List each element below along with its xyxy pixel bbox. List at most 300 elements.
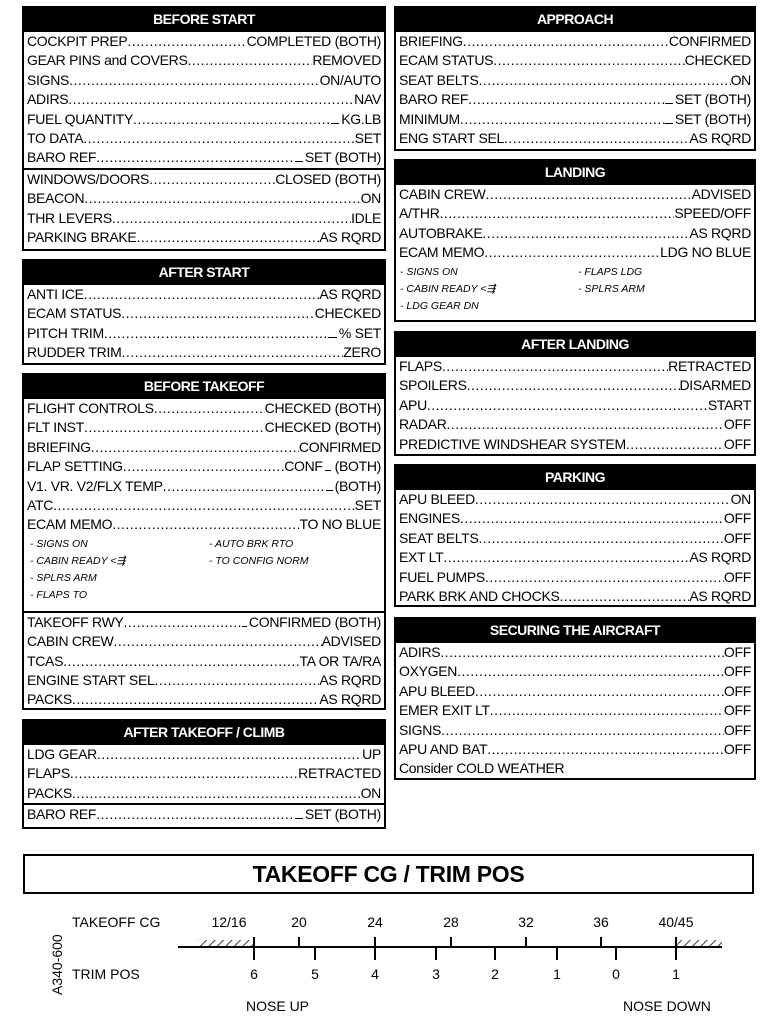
checklist-value: DISARMED (679, 377, 751, 394)
dot-leader (154, 399, 265, 418)
memo-item: - LDG GEAR DN (400, 299, 479, 312)
checklist-row (24, 805, 384, 824)
checklist-value: SET (BOTH) (304, 806, 381, 823)
checklist-row (396, 71, 754, 90)
section-title: AFTER LANDING (396, 333, 754, 355)
dot-leader (121, 304, 314, 323)
checklist-row (396, 548, 754, 567)
checklist-value: OFF (723, 416, 751, 433)
before-start-group-2 (24, 168, 384, 248)
nose-up-label: NOSE UP (246, 998, 310, 1014)
checklist-item: CABIN CREW (27, 633, 114, 650)
checklist-item: SIGNS (27, 71, 70, 88)
memo-item: - TO CONFIG NORM (209, 554, 309, 567)
memo-item: - FLAPS TO (30, 588, 87, 601)
trim-tick-label: 5 (311, 966, 319, 982)
cg-tick-label: 40/45 (658, 914, 694, 930)
trim-tick-label: 2 (491, 966, 499, 982)
dot-leader (478, 71, 730, 90)
checklist-row (396, 740, 754, 759)
checklist-item: V1. VR. V2/FLX TEMP (27, 477, 163, 494)
checklist-item: BARO REF (27, 149, 97, 166)
cg-tick-label: 12/16 (211, 914, 247, 930)
fill-in-blank (331, 113, 339, 124)
checklist-value: IDLE (351, 209, 381, 226)
checklist-value: SET (BOTH) (674, 110, 751, 127)
before-start-group-1 (24, 30, 384, 168)
checklist-item: WINDOWS/DOORS (27, 170, 150, 187)
checklist-item: LDG GEAR (27, 746, 97, 762)
landing-section (394, 159, 756, 322)
checklist-value: TA OR TA/RA (299, 652, 381, 669)
checklist-item: APU BLEED (399, 682, 475, 699)
checklist-item: RUDDER TRIM (27, 344, 122, 361)
dot-leader (104, 324, 328, 343)
checklist-item: APU AND BAT (399, 741, 488, 758)
checklist-item: SEAT BELTS (399, 529, 479, 546)
section-title: BEFORE START (24, 8, 384, 30)
checklist-value: OFF (723, 568, 751, 585)
checklist-item: ADIRS (399, 644, 441, 660)
memo-item: - SPLRS ARM (578, 282, 645, 295)
checklist-item: FLAPS (27, 765, 70, 782)
landing-items (396, 183, 754, 263)
cg-tick-label: 20 (291, 914, 307, 930)
dot-leader (70, 764, 298, 783)
dot-leader (112, 209, 351, 228)
checklist-item: PARK BRK AND CHOCKS (399, 588, 560, 605)
dot-leader (442, 357, 668, 376)
checklist-item: FUEL PUMPS (399, 568, 485, 585)
checklist-row (24, 671, 384, 690)
checklist-item: ADIRS (27, 91, 69, 108)
checklist-value: ON (360, 784, 381, 801)
checklist-value: OFF (723, 663, 751, 680)
checklist-value: CONFIRMED (BOTH) (248, 613, 381, 630)
trim-tick-label: 1 (672, 966, 680, 982)
fill-in-blank (328, 327, 337, 338)
cabin-ready-arrow-icon: <⇶ (110, 554, 126, 567)
checklist-value: OFF (723, 435, 751, 452)
after-start-items (24, 283, 384, 363)
checklist-value: CHECKED (314, 305, 381, 322)
checklist-value: AS RQRD (689, 549, 751, 566)
dot-leader (485, 568, 724, 587)
trim-tick-label: 1 (553, 966, 561, 982)
checklist-row (24, 418, 384, 437)
checklist-row (24, 324, 384, 343)
dot-leader (112, 515, 299, 534)
checklist-item: THR LEVERS (27, 209, 112, 226)
checklist-item: EMER EXIT LT (399, 702, 490, 719)
checklist-value: OFF (723, 702, 751, 719)
checklist-item: FLIGHT CONTROLS (27, 400, 154, 416)
checklist-item: BARO REF (27, 806, 97, 823)
checklist-item: FLAPS (399, 358, 442, 374)
aircraft-label: A340-600 (49, 934, 65, 995)
trim-tick-label: 3 (432, 966, 440, 982)
dot-leader (97, 745, 362, 764)
checklist-value: OFF (723, 510, 751, 527)
checklist-value: RETRACTED (668, 358, 751, 374)
checklist-item: PARKING BRAKE (27, 229, 137, 246)
checklist-row (396, 509, 754, 528)
checklist-item: SPOILERS (399, 377, 467, 394)
dot-leader (482, 224, 689, 243)
landing-memo (396, 263, 754, 321)
checklist-value: ADVISED (691, 186, 751, 202)
dot-leader (124, 613, 243, 632)
dot-leader (84, 285, 320, 304)
dot-leader (493, 51, 684, 70)
checklist-item: ECAM STATUS (27, 305, 122, 322)
dot-leader (626, 435, 724, 454)
checklist-value: OFF (723, 682, 751, 699)
section-title: LANDING (396, 161, 754, 183)
cg-tick-label: 24 (367, 914, 383, 930)
securing-section (394, 617, 756, 780)
checklist-row (24, 764, 384, 783)
fill-in-blank (665, 113, 673, 124)
checklist-item: ATC (27, 497, 54, 514)
dot-leader (84, 189, 360, 208)
dot-leader (121, 343, 343, 362)
checklist-row (396, 32, 754, 51)
checklist-item: OXYGEN (399, 663, 458, 680)
after-takeoff-group-1 (24, 743, 384, 803)
checklist-row (396, 587, 754, 606)
dot-leader (91, 438, 299, 457)
checklist-value: ON (730, 491, 751, 507)
dot-leader (133, 110, 331, 129)
checklist-value: ADVISED (321, 633, 381, 650)
checklist-row (24, 496, 384, 515)
checklist-item: ECAM MEMO (399, 244, 485, 261)
dot-leader (475, 490, 731, 509)
checklist-item: ENG START SEL (399, 130, 505, 147)
checklist-row (24, 32, 384, 51)
checklist-value: SET (354, 130, 381, 147)
dot-leader (149, 170, 275, 189)
fill-in-blank (295, 151, 303, 162)
trim-axis-label: TRIM POS (72, 966, 140, 982)
dot-leader (463, 32, 669, 51)
dot-leader (96, 805, 295, 824)
checklist-item: BARO REF (399, 91, 469, 108)
checklist-value: ON/AUTO (319, 71, 381, 88)
after-takeoff-section (22, 719, 386, 829)
checklist-row (24, 477, 384, 496)
checklist-row (396, 204, 754, 223)
trim-tick-label: 6 (250, 966, 258, 982)
checklist-row (396, 90, 754, 109)
checklist-value: % SET (338, 324, 381, 341)
checklist-row (396, 529, 754, 548)
checklist-row (396, 376, 754, 395)
dot-leader (468, 90, 665, 109)
checklist-item: TCAS (27, 652, 64, 669)
checklist-item: BRIEFING (27, 438, 91, 455)
checklist-row (24, 613, 384, 632)
checklist-row (396, 721, 754, 740)
checklist-row (396, 243, 754, 262)
parking-section (394, 464, 756, 607)
dot-leader (484, 243, 660, 262)
checklist-row (24, 228, 384, 247)
memo-item: - SPLRS ARM (30, 571, 97, 584)
checklist-row (24, 438, 384, 457)
checklist-value: RETRACTED (298, 765, 381, 782)
checklist-value: AS RQRD (689, 130, 751, 147)
checklist-row (24, 90, 384, 109)
checklist-value: AS RQRD (689, 588, 751, 605)
takeoff-memo (24, 535, 384, 611)
securing-items (396, 641, 754, 759)
checklist-row (396, 51, 754, 70)
checklist-row (396, 110, 754, 129)
checklist-row (24, 304, 384, 323)
checklist-item: BRIEFING (399, 33, 463, 49)
dot-leader (560, 587, 690, 606)
checklist-item: PITCH TRIM (27, 324, 104, 341)
checklist-item: ECAM MEMO (27, 516, 113, 533)
checklist-item: EXT LT (399, 549, 444, 566)
dot-leader (475, 682, 724, 701)
dot-leader (63, 652, 299, 671)
dot-leader (490, 701, 724, 720)
checklist-value: OFF (723, 644, 751, 660)
checklist-value: OFF (723, 741, 751, 758)
dot-leader (113, 632, 321, 651)
checklist-value: CONFIRMED (668, 33, 751, 49)
checklist-value: REMOVED (312, 52, 381, 69)
dot-leader (460, 509, 724, 528)
checklist-row (396, 357, 754, 376)
section-title: APPROACH (396, 8, 754, 30)
checklist-item: FLAP SETTING (27, 458, 123, 475)
checklist-row (24, 189, 384, 208)
before-start-section (22, 6, 386, 251)
memo-item: - AUTO BRK RTO (209, 537, 294, 550)
dot-leader (487, 740, 724, 759)
checklist-item: PACKS (27, 784, 72, 801)
fill-in-blank (325, 460, 331, 471)
checklist-row (24, 457, 384, 476)
memo-item: - SIGNS ON (400, 265, 458, 278)
memo-item: - SIGNS ON (30, 537, 88, 550)
memo-item: - FLAPS LDG (578, 265, 643, 278)
section-title: SECURING THE AIRCRAFT (396, 619, 754, 641)
checklist-row (24, 71, 384, 90)
checklist-value: TO NO BLUE (299, 516, 381, 533)
checklist-row (24, 148, 384, 167)
checklist-value: AS RQRD (319, 691, 381, 708)
memo-item: - CABIN READY <⇶ (400, 282, 496, 295)
checklist-item: COCKPIT PREP (27, 33, 128, 49)
cg-tick-label: 36 (593, 914, 609, 930)
after-landing-items (396, 355, 754, 454)
checklist-value: AS RQRD (319, 286, 381, 302)
checklist-row (396, 129, 754, 148)
checklist-row (396, 643, 754, 662)
checklist-row (24, 285, 384, 304)
after-start-section (22, 259, 386, 365)
dot-leader (457, 662, 724, 681)
checklist-value: SET (BOTH) (674, 91, 751, 108)
before-takeoff-group-1 (24, 397, 384, 535)
approach-items (396, 30, 754, 148)
checklist-value: OFF (723, 529, 751, 546)
checklist-row (24, 170, 384, 189)
checklist-value: COMPLETED (BOTH) (246, 33, 381, 49)
checklist-value: ZERO (343, 344, 381, 361)
memo-item: - CABIN READY <⇶ (30, 554, 126, 567)
checklist-item: SIGNS (399, 721, 442, 738)
checklist-row (24, 399, 384, 418)
checklist-row (396, 435, 754, 454)
fill-in-blank (295, 808, 303, 819)
dot-leader (136, 228, 319, 247)
dot-leader (154, 671, 319, 690)
section-title: AFTER TAKEOFF / CLIMB (24, 721, 384, 743)
after-takeoff-group-2 (24, 803, 384, 824)
checklist-row (24, 129, 384, 148)
checklist-item: ANTI ICE (27, 286, 84, 302)
approach-section (394, 6, 756, 151)
trim-tick-label: 0 (612, 966, 620, 982)
fill-in-blank (242, 616, 247, 627)
checklist-item: APU (399, 396, 427, 413)
checklist-item: TO DATA (27, 130, 84, 147)
checklist-value: CHECKED (684, 52, 751, 69)
checklist-row (24, 343, 384, 362)
cg-axis-label: TAKEOFF CG (72, 914, 161, 930)
checklist-item: FUEL QUANTITY (27, 110, 134, 127)
checklist-item: SEAT BELTS (399, 71, 479, 88)
dot-leader (441, 721, 724, 740)
checklist-item: RADAR (399, 416, 447, 433)
checklist-value: CONF (284, 458, 323, 475)
dot-leader (427, 396, 708, 415)
section-title: BEFORE TAKEOFF (24, 375, 384, 397)
dot-leader (440, 204, 675, 223)
checklist-item: A/THR (399, 205, 440, 222)
fill-in-blank (665, 93, 673, 104)
hatched-region-high (676, 940, 722, 947)
checklist-value: START (707, 396, 751, 413)
hatched-region-low (198, 940, 254, 947)
dot-leader (504, 129, 689, 148)
nose-down-label: NOSE DOWN (623, 998, 711, 1014)
cg-trim-scale (0, 900, 768, 1024)
checklist-value: AS RQRD (689, 224, 751, 241)
checklist-row (24, 51, 384, 70)
checklist-value: CHECKED (BOTH) (264, 419, 381, 436)
checklist-value: SPEED/OFF (674, 205, 751, 222)
cg-tick-label: 28 (443, 914, 459, 930)
dot-leader (163, 477, 326, 496)
dot-leader (127, 32, 246, 51)
checklist-value: LDG NO BLUE (660, 244, 751, 261)
checklist-row (396, 701, 754, 720)
checklist-item: FLT INST (27, 419, 84, 436)
dot-leader (467, 376, 680, 395)
checklist-item: BEACON (27, 190, 85, 207)
fill-in-blank (326, 480, 333, 491)
checklist-value: SET (BOTH) (304, 149, 381, 166)
securing-note: Consider COLD WEATHER (399, 760, 565, 777)
checklist-row (396, 185, 754, 204)
checklist-value: ON (730, 71, 751, 88)
dot-leader (478, 529, 723, 548)
dot-leader (96, 148, 295, 167)
dot-leader (72, 690, 319, 709)
checklist-row (396, 224, 754, 243)
dot-leader (72, 784, 361, 803)
checklist-item: AUTOBRAKE (399, 224, 483, 241)
checklist-value: UP (362, 746, 381, 762)
dot-leader (485, 185, 691, 204)
dot-leader (68, 90, 354, 109)
checklist-item: GEAR PINS and COVERS (27, 52, 188, 69)
checklist-row (396, 568, 754, 587)
checklist-item: ECAM STATUS (399, 52, 494, 69)
cg-tick-label: 32 (518, 914, 534, 930)
checklist-item: PACKS (27, 691, 72, 708)
checklist-row (24, 209, 384, 228)
checklist-row (24, 632, 384, 651)
checklist-value: NAV (354, 91, 381, 108)
checklist-item: PREDICTIVE WINDSHEAR SYSTEM (399, 435, 626, 452)
dot-leader (440, 643, 724, 662)
checklist-value: OFF (723, 721, 751, 738)
checklist-row (396, 415, 754, 434)
dot-leader (83, 129, 354, 148)
checklist-item: MINIMUM (399, 110, 460, 127)
checklist-row (396, 396, 754, 415)
checklist-item: TAKEOFF RWY (27, 613, 124, 630)
checklist-row (24, 110, 384, 129)
checklist-value: CHECKED (BOTH) (264, 400, 381, 416)
trim-tick-label: 4 (371, 966, 379, 982)
dot-leader (53, 496, 355, 515)
checklist-row (24, 745, 384, 764)
checklist-value: CONFIRMED (298, 438, 381, 455)
checklist-item: ENGINE START SEL (27, 672, 155, 689)
section-title: PARKING (396, 466, 754, 488)
section-title: AFTER START (24, 261, 384, 283)
checklist-item: CABIN CREW (399, 186, 486, 202)
checklist-value: AS RQRD (319, 229, 381, 246)
checklist-value: (BOTH) (334, 458, 381, 475)
dot-leader (69, 71, 319, 90)
checklist-row (396, 490, 754, 509)
checklist-row (24, 515, 384, 534)
cabin-ready-arrow-icon: <⇶ (480, 282, 496, 295)
dot-leader (84, 418, 265, 437)
dot-leader (460, 110, 665, 129)
after-landing-section (394, 331, 756, 456)
checklist-row (24, 690, 384, 709)
checklist-item: APU BLEED (399, 491, 475, 507)
checklist-value: AS RQRD (319, 672, 381, 689)
checklist-row (396, 682, 754, 701)
trim-scale-title: TAKEOFF CG / TRIM POS (23, 854, 754, 894)
checklist-value: SET (354, 497, 381, 514)
checklist-value: KG.LB (341, 110, 381, 127)
checklist-value: ON (360, 190, 381, 207)
before-takeoff-group-2 (24, 611, 384, 710)
